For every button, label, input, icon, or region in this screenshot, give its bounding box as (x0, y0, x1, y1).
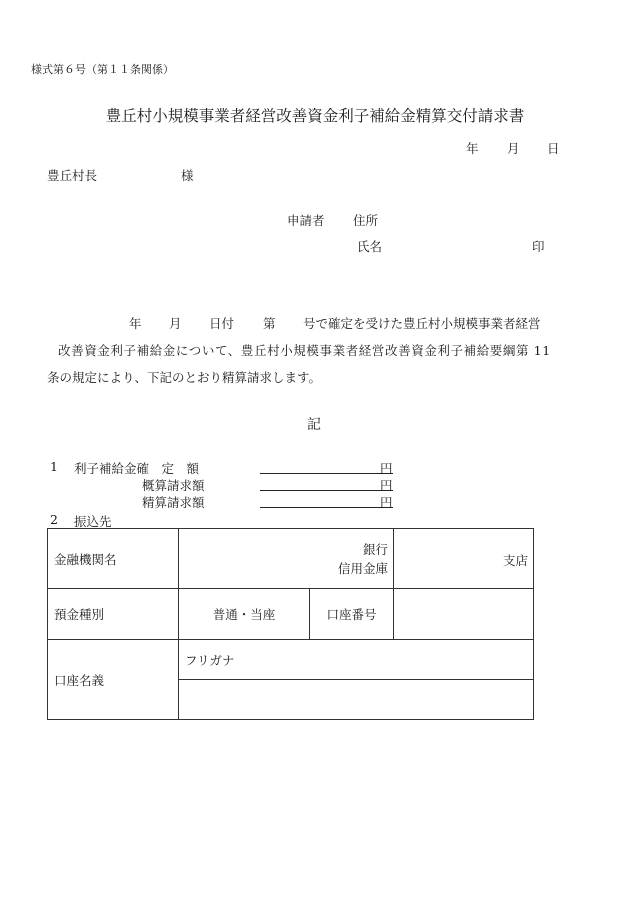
applicant-label: 申請者 (287, 213, 325, 228)
body-line3: 条の規定により、下記のとおり精算請求します。 (47, 370, 322, 385)
body-day: 日付 (209, 316, 235, 331)
estimated-claim-unit: 円 (380, 478, 393, 493)
section1-number: 1 (50, 459, 58, 474)
institution-row (48, 529, 534, 589)
branch-cell[interactable] (394, 529, 534, 589)
account-name-label: 口座名義 (48, 640, 179, 720)
deposit-type-options[interactable]: 普通・当座 (179, 589, 310, 640)
section2-number: 2 (50, 512, 58, 527)
deposit-row (48, 589, 534, 640)
form-number: 様式第６号（第１１条関係） (31, 63, 174, 76)
institution-value-cell[interactable] (179, 529, 394, 589)
date-month-label: 月 (507, 141, 520, 156)
institution-label: 金融機関名 (48, 529, 179, 589)
furigana-cell[interactable] (179, 640, 534, 680)
bank-transfer-table (47, 528, 534, 720)
body-dai: 第 (263, 316, 276, 331)
body-month: 月 (169, 316, 182, 331)
applicant-address-label: 住所 (353, 213, 379, 228)
applicant-seal: 印 (532, 239, 545, 254)
settlement-claim-line (260, 507, 393, 508)
settlement-claim-unit: 円 (380, 495, 393, 510)
section2-label: 振込先 (74, 514, 112, 529)
shinkin-suffix: 信用金庫 (337, 560, 388, 576)
applicant-name-label: 氏名 (357, 239, 383, 254)
deposit-type-label: 預金種別 (48, 589, 179, 640)
confirmed-amount-unit: 円 (380, 461, 393, 476)
account-number-value[interactable] (394, 589, 534, 640)
account-number-label: 口座番号 (310, 589, 394, 640)
addressee-honorific: 様 (181, 168, 194, 183)
branch-suffix: 支店 (502, 553, 528, 568)
furigana-label: フリガナ (185, 653, 235, 668)
body-line2: 改善資金利子補給金について、豊丘村小規模事業者経営改善資金利子補給要綱第 11 (58, 343, 551, 358)
ki-heading: 記 (307, 417, 321, 433)
settlement-claim-label: 精算請求額 (142, 495, 205, 510)
confirmed-amount-label: 利子補給金確 定 額 (74, 461, 200, 476)
estimated-claim-line (260, 490, 393, 491)
page-title: 豊丘村小規模事業者経営改善資金利子補給金精算交付請求書 (105, 107, 525, 125)
body-year: 年 (129, 316, 142, 331)
estimated-claim-label: 概算請求額 (142, 478, 205, 493)
account-name-value[interactable] (179, 680, 534, 720)
bank-suffix: 銀行 (362, 541, 388, 557)
addressee-name: 豊丘村長 (47, 168, 98, 183)
body-line1-rest: 号で確定を受けた豊丘村小規模事業者経営 (303, 316, 541, 331)
date-day-label: 日 (547, 141, 560, 156)
confirmed-amount-line (260, 473, 393, 474)
date-year-label: 年 (466, 141, 479, 156)
account-name-row (48, 640, 534, 680)
